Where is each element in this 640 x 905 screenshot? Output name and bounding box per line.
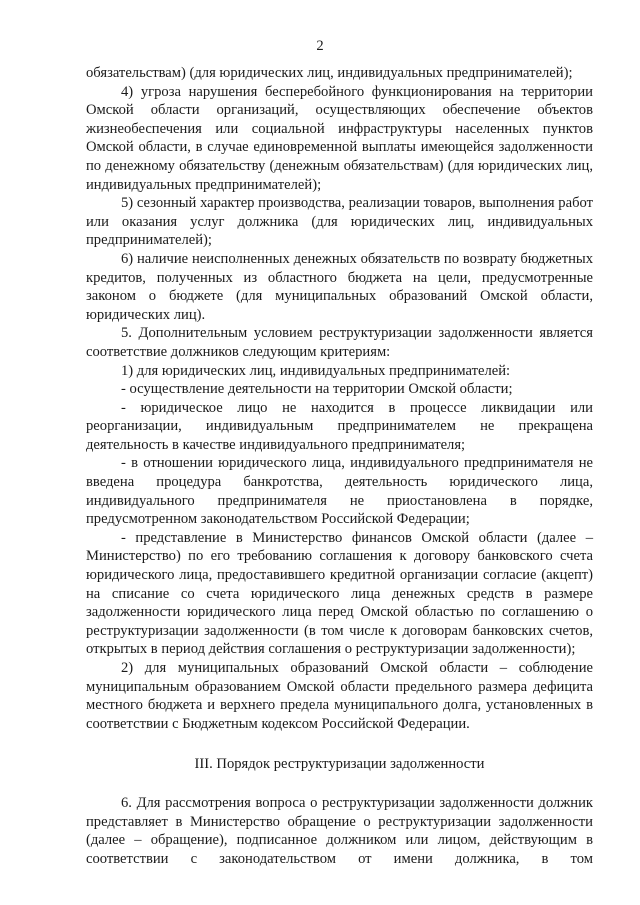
paragraph-item-5: 5) сезонный характер производства, реализации товаров, выполнения работ или оказания услуг должника (для юридических лиц, индивидуальных предпринимателей); xyxy=(86,195,593,249)
page-number: 2 xyxy=(316,38,324,54)
section-heading: III. Порядок реструктуризации задолженности xyxy=(194,756,485,773)
paragraph-clause-6: 6. Для рассмотрения вопроса о реструктуризации задолженности должник представляет в Министерство обращение о реструктуризации задолженности (далее – обращение), подписанное должником или лицом, действующим в соответствии с законодательством от имени должника, в том xyxy=(86,794,593,867)
paragraph-item-6: 6) наличие неисполненных денежных обязательств по возврату бюджетных кредитов, полученных из областного бюджета на цели, предусмотренные законом о бюджете (для муниципальных образований Омской области, юридических лиц). xyxy=(86,250,593,323)
paragraph-criteria-1: 1) для юридических лиц, индивидуальных предпринимателей: xyxy=(121,362,511,379)
paragraph-clause-5: 5. Дополнительным условием реструктуризации задолженности является соответствие должников следующим критериям: xyxy=(86,325,593,360)
paragraph-bullet-territory: - осуществление деятельности на территории Омской области; xyxy=(121,381,513,398)
paragraph-bullet-liquidation: - юридическое лицо не находится в процессе ликвидации или реорганизации, индивидуальным предпринимателем не прекращена деятельность в качестве индивидуального предпринимателя; xyxy=(86,399,593,453)
paragraph-bullet-bank-account: - представление в Министерство финансов Омской области (далее – Министерство) по его требованию соглашения к договору банковского счета юридического лица, предоставившего кредитной организации согласие (акцепт) на списание со счета юридического лица денежных средств в размере задолженности юридического лица перед Омской областью по соглашению о реструктуризации задолженности (в том числе к договорам банковских счетов, открытых в период действия соглашения о реструктуризации задолженности); xyxy=(86,529,593,658)
paragraph-bullet-bankruptcy: - в отношении юридического лица, индивидуального предпринимателя не введена процедура банкротства, деятельность юридического лица, индивидуального предпринимателя не приостановлена в порядке, предусмотренном законодательством Российской Федерации; xyxy=(86,455,593,528)
paragraph-continuation: обязательствам) (для юридических лиц, индивидуальных предпринимателей); xyxy=(86,65,573,81)
paragraph-criteria-2: 2) для муниципальных образований Омской области – соблюдение муниципальным образованием Омской области предельного размера дефицита местного бюджета и верхнего предела муниципального долга, установленных в соответствии с Бюджетным кодексом Российской Федерации. xyxy=(86,660,593,732)
paragraph-item-4: 4) угроза нарушения бесперебойного функционирования на территории Омской области организаций, осуществляющих обеспечение объектов жизнеобеспечения или социальной инфраструктуры населенных пунктов Омской области, в случае единовременной выплаты имеющейся задолженности по денежному обязательству (денежным обязательствам) (для юридических лиц, индивидуальных предпринимателей); xyxy=(86,83,593,193)
document-body xyxy=(86,64,593,868)
